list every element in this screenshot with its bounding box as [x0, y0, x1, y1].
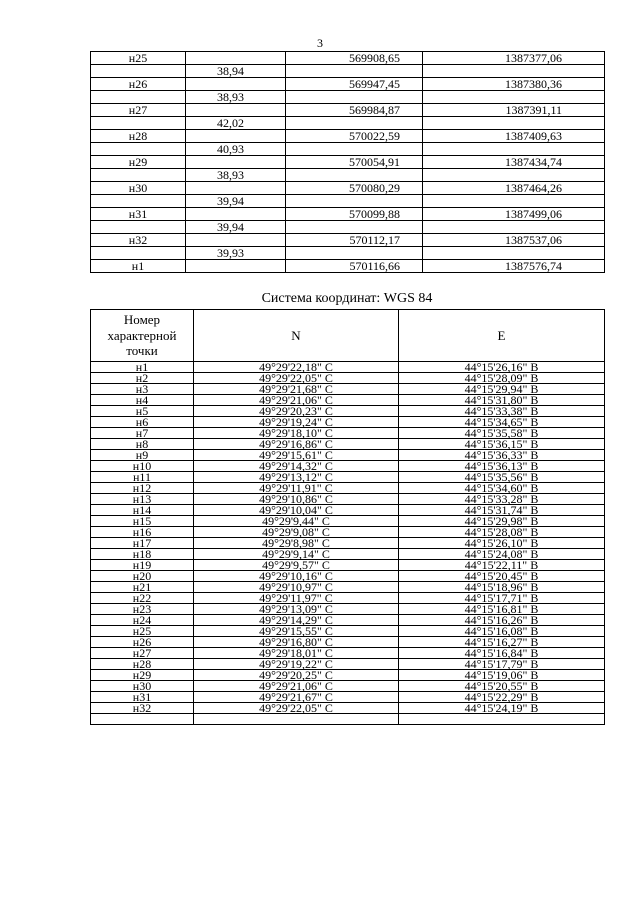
x-coordinate-cell: 570112,17	[286, 234, 423, 247]
latitude-cell: 49°29'14,29" С	[194, 615, 399, 626]
latitude-cell: 49°29'21,06" С	[194, 395, 399, 406]
table-row	[91, 169, 605, 182]
longitude-cell: 44°15'17,71" В	[399, 593, 605, 604]
point-cell: н15	[91, 516, 194, 527]
y-coordinate-cell: 1387409,63	[423, 130, 605, 143]
y-coordinate-cell: 1387434,74	[423, 156, 605, 169]
distance-cell	[186, 234, 286, 247]
x-coordinate-cell: 570116,66	[286, 260, 423, 273]
y-coordinate-cell	[423, 65, 605, 78]
point-cell: н1	[91, 260, 186, 273]
wgs84-coordinates-body	[91, 362, 605, 725]
longitude-cell: 44°15'16,81" В	[399, 604, 605, 615]
table-row	[91, 182, 605, 195]
distance-cell	[186, 156, 286, 169]
latitude-cell: 49°29'22,18" С	[194, 362, 399, 373]
point-cell: н5	[91, 406, 194, 417]
y-coordinate-cell	[423, 169, 605, 182]
table-row	[91, 208, 605, 221]
x-coordinate-cell: 570099,88	[286, 208, 423, 221]
table-row	[91, 247, 605, 260]
x-coordinate-cell	[286, 221, 423, 234]
point-cell	[91, 91, 186, 104]
table-row	[91, 78, 605, 91]
distance-cell: 39,94	[186, 195, 286, 208]
y-coordinate-cell: 1387537,06	[423, 234, 605, 247]
y-coordinate-cell	[423, 91, 605, 104]
latitude-cell: 49°29'19,24" С	[194, 417, 399, 428]
table-row	[91, 52, 605, 65]
longitude-cell: 44°15'36,15" В	[399, 439, 605, 450]
point-cell	[91, 169, 186, 182]
point-cell: н18	[91, 549, 194, 560]
point-cell: н20	[91, 571, 194, 582]
longitude-cell: 44°15'26,16" В	[399, 362, 605, 373]
point-cell: н2	[91, 373, 194, 384]
x-coordinate-cell	[286, 143, 423, 156]
latitude-cell: 49°29'21,06" С	[194, 681, 399, 692]
latitude-cell: 49°29'15,55" С	[194, 626, 399, 637]
table-row	[91, 234, 605, 247]
x-coordinate-cell	[286, 65, 423, 78]
longitude-cell: 44°15'22,29" В	[399, 692, 605, 703]
longitude-cell: 44°15'26,10" В	[399, 538, 605, 549]
point-cell: н14	[91, 505, 194, 516]
latitude-cell: 49°29'16,86" С	[194, 439, 399, 450]
distance-cell: 40,93	[186, 143, 286, 156]
x-coordinate-cell: 569908,65	[286, 52, 423, 65]
latitude-cell: 49°29'9,44" С	[194, 516, 399, 527]
point-cell: н17	[91, 538, 194, 549]
padding-cell	[194, 714, 399, 725]
point-cell	[91, 221, 186, 234]
distance-cell	[186, 52, 286, 65]
longitude-cell: 44°15'18,96" В	[399, 582, 605, 593]
point-cell: н26	[91, 637, 194, 648]
distance-cell: 38,93	[186, 91, 286, 104]
distance-cell: 39,94	[186, 221, 286, 234]
table-row	[91, 143, 605, 156]
longitude-cell: 44°15'22,11" В	[399, 560, 605, 571]
point-cell: н32	[91, 703, 194, 714]
latitude-cell: 49°29'9,57" С	[194, 560, 399, 571]
latitude-cell: 49°29'21,68" С	[194, 384, 399, 395]
y-coordinate-cell: 1387377,06	[423, 52, 605, 65]
latitude-cell: 49°29'10,86" С	[194, 494, 399, 505]
longitude-cell: 44°15'16,84" В	[399, 648, 605, 659]
latitude-cell: 49°29'22,05" С	[194, 703, 399, 714]
table-row	[91, 130, 605, 143]
point-cell	[91, 143, 186, 156]
longitude-cell: 44°15'17,79" В	[399, 659, 605, 670]
point-cell: н32	[91, 234, 186, 247]
point-cell: н24	[91, 615, 194, 626]
point-cell: н13	[91, 494, 194, 505]
longitude-cell: 44°15'33,28" В	[399, 494, 605, 505]
table-row	[91, 65, 605, 78]
point-cell: н23	[91, 604, 194, 615]
x-coordinate-cell: 570022,59	[286, 130, 423, 143]
point-cell: н16	[91, 527, 194, 538]
latitude-cell: 49°29'22,05" С	[194, 373, 399, 384]
coordinate-system-caption: Система координат: WGS 84	[261, 291, 433, 306]
longitude-cell: 44°15'28,09" В	[399, 373, 605, 384]
latitude-cell: 49°29'15,61" С	[194, 450, 399, 461]
longitude-cell: 44°15'34,65" В	[399, 417, 605, 428]
y-coordinate-cell: 1387391,11	[423, 104, 605, 117]
latitude-cell: 49°29'11,91" С	[194, 483, 399, 494]
point-cell	[91, 65, 186, 78]
latitude-cell: 49°29'13,09" С	[194, 604, 399, 615]
wgs84-coordinates-table	[90, 309, 605, 725]
longitude-cell: 44°15'36,13" В	[399, 461, 605, 472]
y-coordinate-cell: 1387380,36	[423, 78, 605, 91]
boundary-coordinates-table	[90, 51, 605, 273]
longitude-cell: 44°15'24,08" В	[399, 549, 605, 560]
point-cell: н31	[91, 692, 194, 703]
point-cell: н11	[91, 472, 194, 483]
latitude-cell: 49°29'14,32" С	[194, 461, 399, 472]
table-row	[91, 91, 605, 104]
x-coordinate-cell	[286, 247, 423, 260]
latitude-cell: 49°29'18,10" С	[194, 428, 399, 439]
point-cell: н28	[91, 130, 186, 143]
point-cell: н7	[91, 428, 194, 439]
distance-cell	[186, 78, 286, 91]
latitude-cell: 49°29'10,04" С	[194, 505, 399, 516]
header-n: N	[194, 310, 399, 362]
table-row	[91, 195, 605, 208]
distance-cell	[186, 208, 286, 221]
longitude-cell: 44°15'31,80" В	[399, 395, 605, 406]
latitude-cell: 49°29'20,23" С	[194, 406, 399, 417]
longitude-cell: 44°15'20,55" В	[399, 681, 605, 692]
longitude-cell: 44°15'20,45" В	[399, 571, 605, 582]
point-cell: н10	[91, 461, 194, 472]
x-coordinate-cell: 569984,87	[286, 104, 423, 117]
latitude-cell: 49°29'9,14" С	[194, 549, 399, 560]
x-coordinate-cell: 570054,91	[286, 156, 423, 169]
distance-cell	[186, 130, 286, 143]
point-cell: н27	[91, 648, 194, 659]
longitude-cell: 44°15'35,58" В	[399, 428, 605, 439]
point-cell: н6	[91, 417, 194, 428]
point-cell: н8	[91, 439, 194, 450]
y-coordinate-cell	[423, 247, 605, 260]
latitude-cell: 49°29'13,12" С	[194, 472, 399, 483]
header-point-number: Номер характерной точки	[91, 310, 194, 362]
distance-cell: 42,02	[186, 117, 286, 130]
point-cell: н25	[91, 626, 194, 637]
point-cell: н12	[91, 483, 194, 494]
point-cell: н1	[91, 362, 194, 373]
x-coordinate-cell	[286, 91, 423, 104]
point-cell: н26	[91, 78, 186, 91]
header-e: E	[399, 310, 605, 362]
distance-cell	[186, 104, 286, 117]
latitude-cell: 49°29'10,16" С	[194, 571, 399, 582]
x-coordinate-cell: 569947,45	[286, 78, 423, 91]
y-coordinate-cell	[423, 117, 605, 130]
longitude-cell: 44°15'29,98" В	[399, 516, 605, 527]
distance-cell: 38,93	[186, 169, 286, 182]
longitude-cell: 44°15'16,26" В	[399, 615, 605, 626]
point-cell: н29	[91, 156, 186, 169]
point-cell: н21	[91, 582, 194, 593]
latitude-cell: 49°29'16,80" С	[194, 637, 399, 648]
table-row	[91, 104, 605, 117]
point-cell: н3	[91, 384, 194, 395]
distance-cell	[186, 260, 286, 273]
longitude-cell: 44°15'29,94" В	[399, 384, 605, 395]
point-cell: н31	[91, 208, 186, 221]
header-row	[91, 310, 605, 362]
table-row	[91, 117, 605, 130]
distance-cell	[186, 182, 286, 195]
point-cell: н9	[91, 450, 194, 461]
distance-cell: 39,93	[186, 247, 286, 260]
longitude-cell: 44°15'34,60" В	[399, 483, 605, 494]
latitude-cell: 49°29'8,98" С	[194, 538, 399, 549]
y-coordinate-cell	[423, 195, 605, 208]
latitude-cell: 49°29'10,97" С	[194, 582, 399, 593]
point-cell: н28	[91, 659, 194, 670]
distance-cell: 38,94	[186, 65, 286, 78]
point-cell: н30	[91, 681, 194, 692]
latitude-cell: 49°29'21,67" С	[194, 692, 399, 703]
table-row	[91, 221, 605, 234]
y-coordinate-cell	[423, 221, 605, 234]
longitude-cell: 44°15'36,33" В	[399, 450, 605, 461]
y-coordinate-cell: 1387464,26	[423, 182, 605, 195]
point-cell	[91, 247, 186, 260]
latitude-cell: 49°29'11,97" С	[194, 593, 399, 604]
y-coordinate-cell: 1387499,06	[423, 208, 605, 221]
table-row	[91, 703, 605, 714]
table-bottom-padding	[91, 714, 605, 725]
longitude-cell: 44°15'16,08" В	[399, 626, 605, 637]
point-cell: н19	[91, 560, 194, 571]
longitude-cell: 44°15'16,27" В	[399, 637, 605, 648]
x-coordinate-cell	[286, 169, 423, 182]
boundary-coordinates-body	[91, 52, 605, 273]
longitude-cell: 44°15'31,74" В	[399, 505, 605, 516]
y-coordinate-cell	[423, 143, 605, 156]
point-cell	[91, 117, 186, 130]
y-coordinate-cell: 1387576,74	[423, 260, 605, 273]
point-cell: н22	[91, 593, 194, 604]
padding-cell	[91, 714, 194, 725]
point-cell	[91, 195, 186, 208]
longitude-cell: 44°15'33,38" В	[399, 406, 605, 417]
latitude-cell: 49°29'20,25" С	[194, 670, 399, 681]
point-cell: н4	[91, 395, 194, 406]
point-cell: н30	[91, 182, 186, 195]
x-coordinate-cell	[286, 195, 423, 208]
x-coordinate-cell: 570080,29	[286, 182, 423, 195]
longitude-cell: 44°15'24,19" В	[399, 703, 605, 714]
longitude-cell: 44°15'28,08" В	[399, 527, 605, 538]
latitude-cell: 49°29'18,01" С	[194, 648, 399, 659]
padding-cell	[399, 714, 605, 725]
latitude-cell: 49°29'9,08" С	[194, 527, 399, 538]
longitude-cell: 44°15'35,56" В	[399, 472, 605, 483]
point-cell: н29	[91, 670, 194, 681]
point-cell: н27	[91, 104, 186, 117]
wgs84-table-header	[91, 310, 605, 362]
table-row	[91, 260, 605, 273]
longitude-cell: 44°15'19,06" В	[399, 670, 605, 681]
latitude-cell: 49°29'19,22" С	[194, 659, 399, 670]
table-row	[91, 156, 605, 169]
x-coordinate-cell	[286, 117, 423, 130]
point-cell: н25	[91, 52, 186, 65]
page-number: 3	[317, 36, 323, 50]
